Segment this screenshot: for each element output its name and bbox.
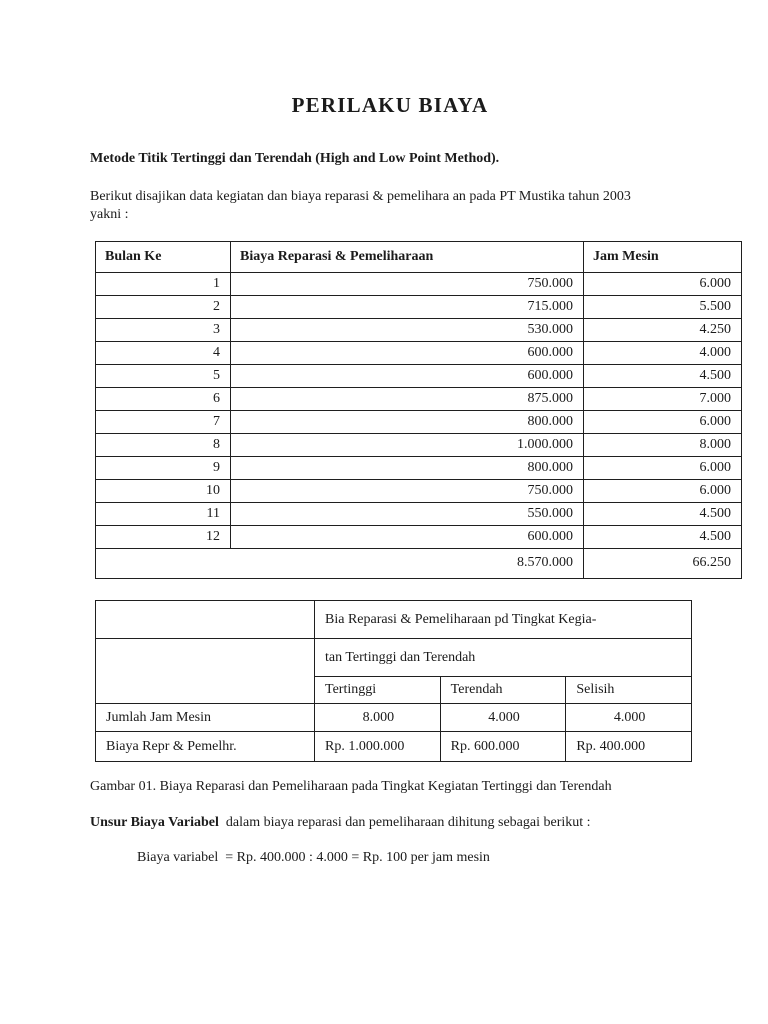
cell-terendah: Rp. 600.000	[440, 732, 566, 762]
cell-selisih: 4.000	[566, 704, 692, 732]
col-header-selisih: Selisih	[566, 677, 692, 704]
cell-jam: 4.250	[584, 319, 742, 342]
cell-total-jam: 66.250	[584, 549, 742, 579]
cell-biaya: 1.000.000	[231, 434, 584, 457]
row-label: Biaya Repr & Pemelhr.	[96, 732, 315, 762]
cell-selisih: Rp. 400.000	[566, 732, 692, 762]
page-title: PERILAKU BIAYA	[291, 93, 489, 117]
cell-jam: 4.500	[584, 503, 742, 526]
intro-paragraph	[90, 188, 690, 224]
cell-bulan: 9	[96, 457, 231, 480]
cell-jam: 4.500	[584, 365, 742, 388]
cell-bulan: 2	[96, 296, 231, 319]
cell-jam: 4.500	[584, 526, 742, 549]
monthly-cost-table	[95, 241, 742, 579]
cell-biaya: 800.000	[231, 411, 584, 434]
cell-jam: 7.000	[584, 388, 742, 411]
figure-caption: Gambar 01. Biaya Reparasi dan Pemeliharaan pada Tingkat Kegiatan Tertinggi dan Terendah	[90, 779, 612, 794]
col-header-biaya-reparasi: Biaya Reparasi & Pemeliharaan	[231, 242, 584, 273]
cell-biaya: 800.000	[231, 457, 584, 480]
cell-biaya: 875.000	[231, 388, 584, 411]
cell-biaya: 750.000	[231, 273, 584, 296]
cell-bulan: 12	[96, 526, 231, 549]
intro-line-2: yakni :	[90, 207, 129, 222]
table-row-month-8	[96, 434, 742, 457]
cell-tertinggi: Rp. 1.000.000	[315, 732, 441, 762]
variable-cost-formula: Biaya variabel = Rp. 400.000 : 4.000 = Rp. 100 per jam mesin	[137, 850, 490, 865]
cell-bulan: 8	[96, 434, 231, 457]
cell-jam: 4.000	[584, 342, 742, 365]
cell-bulan: 7	[96, 411, 231, 434]
col-header-terendah: Terendah	[440, 677, 566, 704]
cell-biaya: 600.000	[231, 342, 584, 365]
cell-jam: 6.000	[584, 273, 742, 296]
cell-bulan: 4	[96, 342, 231, 365]
cell-bulan: 6	[96, 388, 231, 411]
cell-total-biaya: 8.570.000	[96, 549, 584, 579]
summary-row-jam-mesin	[96, 704, 692, 732]
cell-bulan: 1	[96, 273, 231, 296]
variable-cost-heading: Unsur Biaya Variabel	[90, 815, 219, 830]
cell-terendah: 4.000	[440, 704, 566, 732]
cell-biaya: 530.000	[231, 319, 584, 342]
table-row-month-7	[96, 411, 742, 434]
cell-jam: 8.000	[584, 434, 742, 457]
table-row-month-1	[96, 273, 742, 296]
cell-bulan: 10	[96, 480, 231, 503]
header-row	[96, 242, 742, 273]
table-row-month-10	[96, 480, 742, 503]
cell-bulan: 3	[96, 319, 231, 342]
section-heading: Metode Titik Tertinggi dan Terendah (High and Low Point Method).	[90, 151, 500, 166]
high-low-summary-table-body	[96, 601, 692, 762]
empty-cell	[96, 601, 315, 639]
summary-title-row-2	[96, 639, 692, 677]
cell-biaya: 600.000	[231, 365, 584, 388]
cell-biaya: 550.000	[231, 503, 584, 526]
col-header-tertinggi: Tertinggi	[315, 677, 441, 704]
cell-jam: 6.000	[584, 411, 742, 434]
cell-biaya: 600.000	[231, 526, 584, 549]
cell-biaya: 715.000	[231, 296, 584, 319]
col-header-jam-mesin: Jam Mesin	[584, 242, 742, 273]
cell-bulan: 11	[96, 503, 231, 526]
summary-title-line-1: Bia Reparasi & Pemeliharaan pd Tingkat Kegia-	[315, 601, 692, 639]
monthly-cost-table-body	[96, 273, 742, 579]
table-row-month-11	[96, 503, 742, 526]
variable-cost-paragraph	[90, 814, 690, 832]
table-total-row	[96, 549, 742, 579]
summary-title-row-1	[96, 601, 692, 639]
summary-title-line-2: tan Tertinggi dan Terendah	[315, 639, 692, 677]
table-row-month-5	[96, 365, 742, 388]
variable-cost-text: dalam biaya reparasi dan pemeliharaan dihitung sebagai berikut :	[218, 815, 591, 830]
table-row-month-4	[96, 342, 742, 365]
col-header-bulan-ke: Bulan Ke	[96, 242, 231, 273]
cell-tertinggi: 8.000	[315, 704, 441, 732]
row-label: Jumlah Jam Mesin	[96, 704, 315, 732]
table-row-month-2	[96, 296, 742, 319]
cell-jam: 6.000	[584, 480, 742, 503]
summary-row-biaya	[96, 732, 692, 762]
cell-bulan: 5	[96, 365, 231, 388]
monthly-cost-table-header	[96, 242, 742, 273]
intro-line-1: Berikut disajikan data kegiatan dan biaya reparasi & pemelihara an pada PT Mustika tahun 2003	[90, 189, 631, 204]
high-low-summary-table	[95, 600, 692, 762]
table-row-month-3	[96, 319, 742, 342]
empty-cell	[96, 639, 315, 704]
cell-jam: 6.000	[584, 457, 742, 480]
table-row-month-9	[96, 457, 742, 480]
cell-jam: 5.500	[584, 296, 742, 319]
table-row-month-12	[96, 526, 742, 549]
cell-biaya: 750.000	[231, 480, 584, 503]
table-row-month-6	[96, 388, 742, 411]
